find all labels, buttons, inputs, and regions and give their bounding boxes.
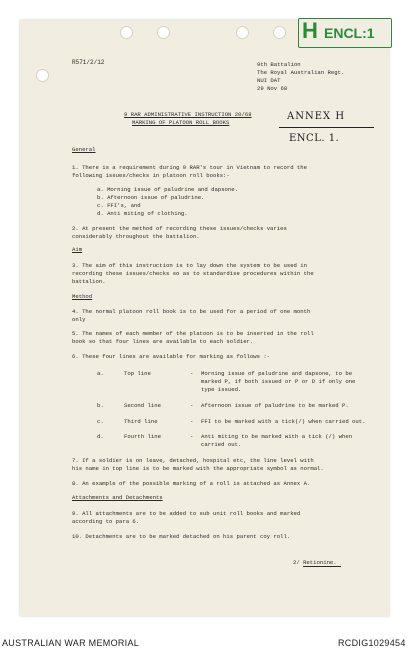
paragraph-line: his name in top line is to be marked with the appropriate symbol as normal. <box>72 465 324 472</box>
line-name: Second line <box>124 402 161 409</box>
line-letter: a. <box>97 370 104 377</box>
paragraph-line: 3. The aim of this instruction is to lay down the system to be used in <box>72 262 307 269</box>
stamp-text: ENCL:1 <box>324 25 375 41</box>
paragraph-line: 4. The normal platoon roll book is to be used for a period of one month <box>72 308 311 315</box>
section-heading: General <box>72 146 96 153</box>
document-title: 9 RAR ADMINISTRATIVE INSTRUCTION 20/68 <box>124 111 252 118</box>
line-name: Top line <box>124 370 151 377</box>
punch-hole <box>36 69 49 82</box>
unit-line: 29 Nov 68 <box>257 85 288 92</box>
unit-line: The Royal Australian Regt. <box>257 69 345 76</box>
section-heading: Aim <box>72 246 83 253</box>
paragraph-line: 10. Detachments are to be marked detached on his parent coy roll. <box>72 533 291 540</box>
paragraph-line: only <box>72 316 86 323</box>
paragraph-line: 1. There is a requirement during 9 RAR's tour in Vietnam to record the <box>72 164 307 171</box>
line-description: FFI to be marked with a tick(/) when carried out. <box>201 418 366 425</box>
unit-line: 9th Battalion <box>257 61 301 68</box>
annex-underline <box>279 127 374 128</box>
paragraph-line: according to para 6. <box>72 518 140 525</box>
list-item: b. Afternoon issue of paludrine. <box>97 194 205 201</box>
paragraph-line: battalion. <box>72 278 106 285</box>
line-dash: - <box>190 433 194 440</box>
section-heading: Method <box>72 293 93 300</box>
paragraph-line: following issues/checks in platoon roll books:- <box>72 172 230 179</box>
signature: 2/ Retionine. <box>293 559 337 566</box>
line-name: Fourth line <box>124 433 161 440</box>
line-letter: d. <box>97 433 104 440</box>
list-item: a. Morning issue of paludrine and dapsone. <box>97 186 238 193</box>
paragraph-line: 9. All attachments are to be added to sub unit roll books and marked <box>72 510 301 517</box>
paragraph-line: 6. These four lines are available for marking as follows :- <box>72 353 271 360</box>
line-dash: - <box>190 402 194 409</box>
paragraph-line: 2. At present the method of recording these issues/checks varies <box>72 225 287 232</box>
line-description: Afternoon issue of paludrine to be marked P. <box>201 402 349 409</box>
punch-hole <box>236 26 249 39</box>
line-description: Morning issue of paludrine and dapsone, to be <box>201 370 353 377</box>
paragraph-line: considerably throughout the battalion. <box>72 233 200 240</box>
record-id: RCDIG1029454 <box>338 638 406 648</box>
line-description: type issued. <box>201 386 242 393</box>
punch-hole <box>157 26 170 39</box>
annex-enclosure: ENCL. 1. <box>289 133 340 144</box>
line-dash: - <box>190 418 194 425</box>
unit-line: NUI DAT <box>257 77 281 84</box>
line-letter: b. <box>97 402 104 409</box>
line-name: Third line <box>124 418 158 425</box>
punch-hole <box>273 26 286 39</box>
list-item: d. Anti miting of clothing. <box>97 210 188 217</box>
line-letter: c. <box>97 418 104 425</box>
file-reference: R571/2/12 <box>72 59 105 66</box>
archive-credit: AUSTRALIAN WAR MEMORIAL <box>2 638 140 648</box>
signature-underline <box>303 566 341 567</box>
paragraph-line: 7. If a soldier is on leave, detached, hospital etc, the line level with <box>72 457 314 464</box>
line-description: Anti miting to be marked with a tick (/) when <box>201 433 353 440</box>
line-dash: - <box>190 370 194 377</box>
list-item: c. FFI's, and <box>97 202 141 209</box>
stamp-letter: H <box>302 18 318 43</box>
section-heading: Attachments and Detachments <box>72 494 163 501</box>
paragraph-line: 8. An example of the possible marking of a roll is attached as Annex A. <box>72 480 311 487</box>
line-description: marked P, if both issued or P or D if only one <box>201 378 356 385</box>
paragraph-line: recording these issues/checks so as to standardise procedures within the <box>72 270 314 277</box>
annex-label: ANNEX H <box>287 111 346 122</box>
paragraph-line: book so that four lines are available to each soldier. <box>72 338 254 345</box>
document-subtitle: MARKING OF PLATOON ROLL BOOKS <box>132 119 230 126</box>
punch-hole <box>120 26 133 39</box>
paragraph-line: 5. The names of each member of the platoon is to be inserted in the roll <box>72 330 314 337</box>
line-description: carried out. <box>201 441 242 448</box>
